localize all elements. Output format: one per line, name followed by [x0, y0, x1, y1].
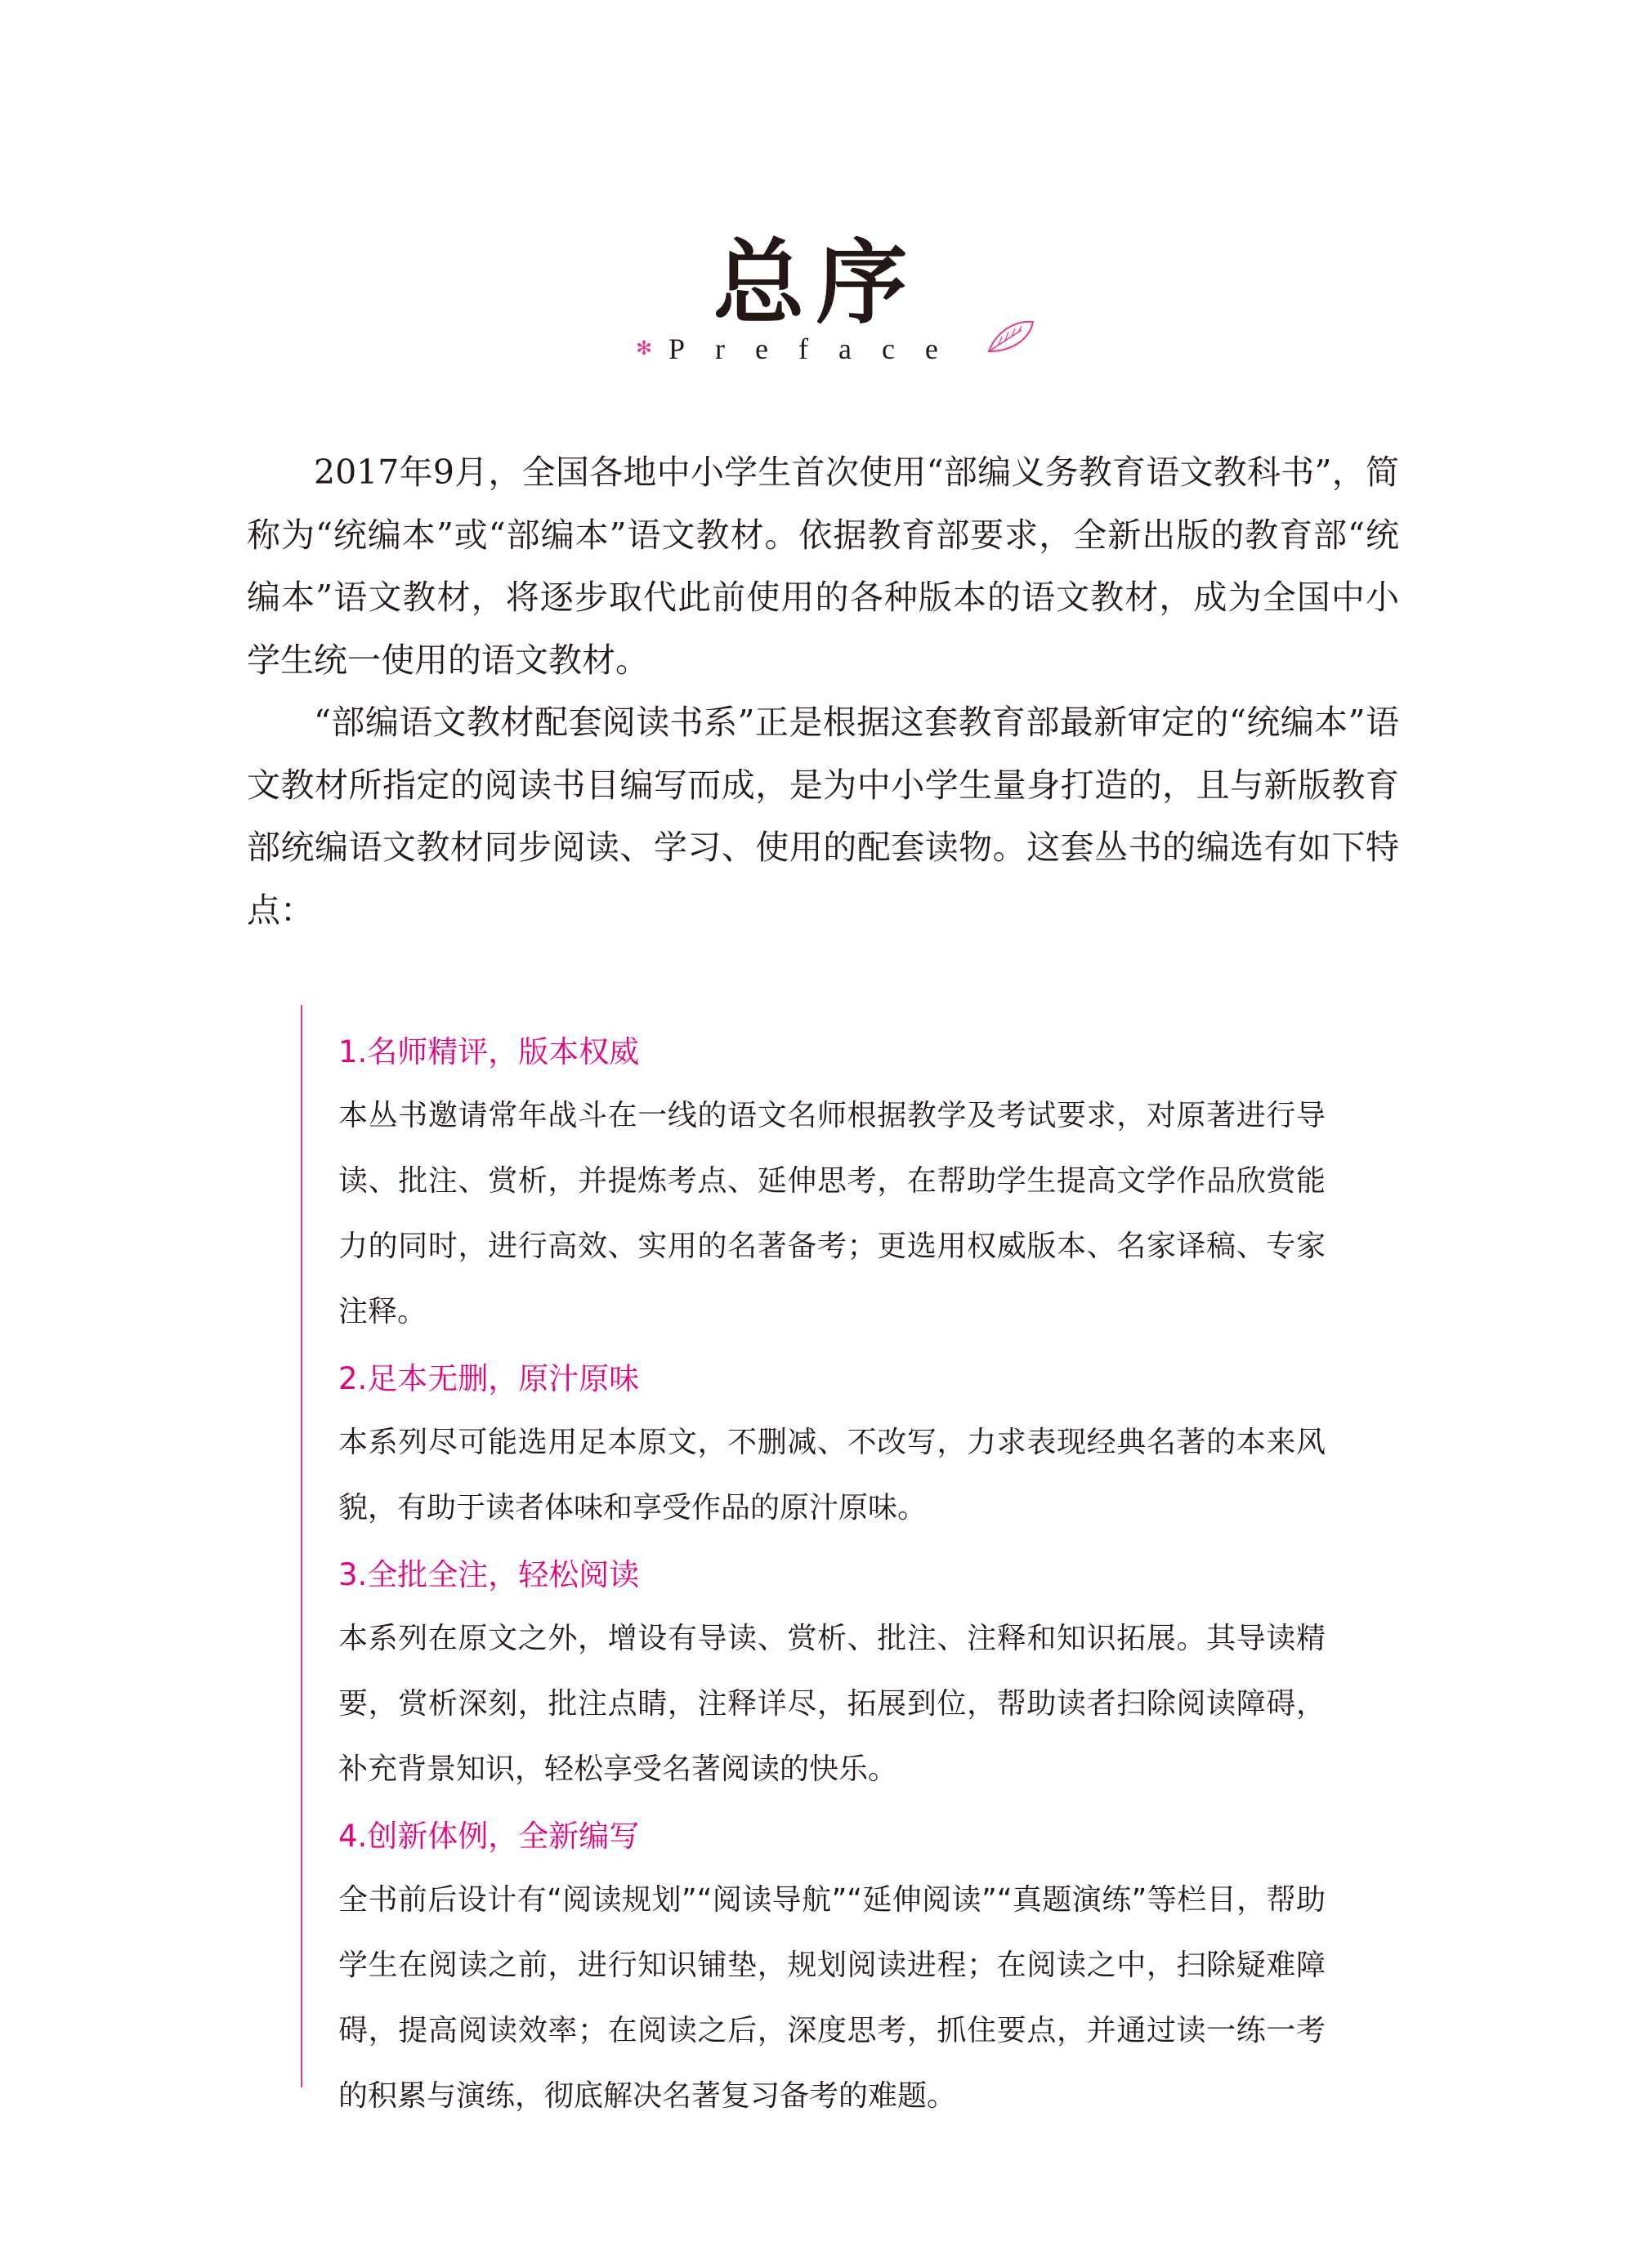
- feature-body: 本丛书邀请常年战斗在一线的语文名师根据教学及考试要求，对原著进行导读、批注、赏析，并提炼考点、延伸思考，在帮助学生提高文学作品欣赏能力的同时，进行高效、实用的名著备考；更选用权威版本、名家译稿、专家注释。: [338, 1099, 1326, 1328]
- feature-heading: 3.全批全注，轻松阅读: [338, 1557, 640, 1592]
- subtitle-row: [0, 327, 1632, 376]
- intro-paragraph: 2017年9月，全国各地中小学生首次使用“部编义务教育语文教科书”，简称为“统编本”或“部编本”语文教材。依据教育部要求，全新出版的教育部“统编本”语文教材，将逐步取代此前使用的各种版本的语文教材，成为全国中小学生统一使用的语文教材。: [247, 453, 1399, 680]
- feature-heading: 1.名师精评，版本权威: [338, 1034, 640, 1069]
- feature-body: 本系列尽可能选用足本原文，不删减、不改写，力求表现经典名著的本来风貌，有助于读者体味和享受作品的原汁原味。: [338, 1426, 1326, 1525]
- intro-paragraph: “部编语文教材配套阅读书系”正是根据这套教育部最新审定的“统编本”语文教材所指定的阅读书目编写而成，是为中小学生量身打造的，且与新版教育部统编语文教材同步阅读、学习、使用的配套读物。这套丛书的编选有如下特点：: [247, 703, 1399, 930]
- feature-item: [338, 1807, 1326, 2129]
- feature-heading: 2.足本无删，原汁原味: [338, 1361, 640, 1396]
- page-subtitle: Preface: [668, 333, 968, 365]
- accent-vertical-bar: [301, 1005, 302, 2087]
- page-title: 总序: [713, 230, 919, 337]
- feature-heading: 4.创新体例，全新编写: [338, 1819, 640, 1854]
- asterisk-star-icon: ✻: [636, 337, 653, 359]
- feature-item: [338, 1350, 1326, 1541]
- feature-item: [338, 1546, 1326, 1802]
- feature-body: 本系列在原文之外，增设有导读、赏析、批注、注释和知识拓展。其导读精要，赏析深刻，批注点睛，注释详尽，拓展到位，帮助读者扫除阅读障碍，补充背景知识，轻松享受名著阅读的快乐。: [338, 1622, 1326, 1786]
- intro-text: [247, 441, 1399, 941]
- feature-item: [338, 1023, 1326, 1345]
- features-section: [301, 1005, 1326, 2113]
- feature-body: 全书前后设计有“阅读规划”“阅读导航”“延伸阅读”“真题演练”等栏目，帮助学生在阅读之前，进行知识铺垫，规划阅读进程；在阅读之中，扫除疑难障碍，提高阅读效率；在阅读之后，深度思考，抓住要点，并通过读一练一考的积累与演练，彻底解决名著复习备考的难题。: [338, 1883, 1326, 2113]
- features-list: [338, 1023, 1326, 2129]
- feather-leaf-icon: [986, 315, 1036, 358]
